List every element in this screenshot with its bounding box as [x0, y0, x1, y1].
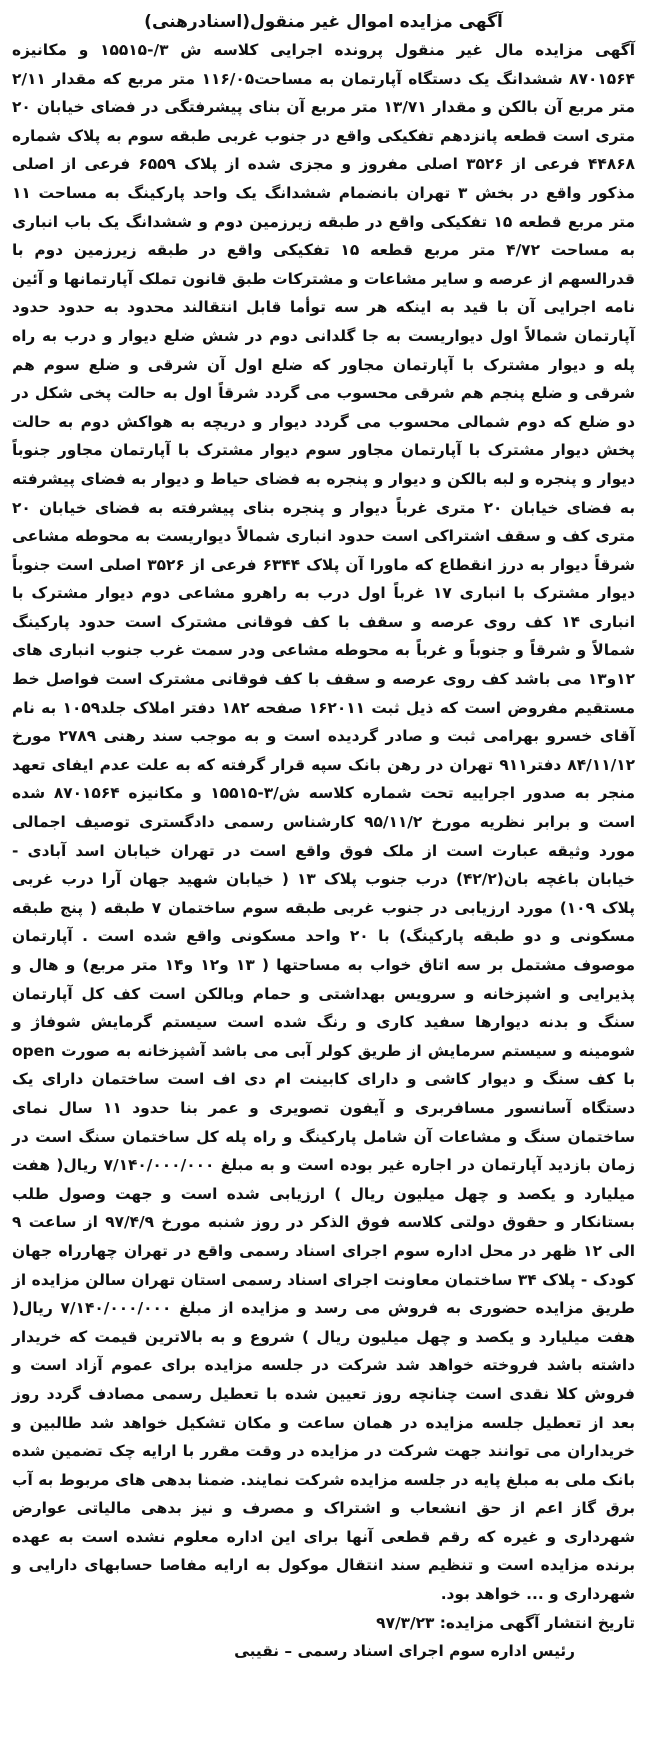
notice-title: آگهی مزایده اموال غیر منقول(اسنادرهنی)	[144, 12, 503, 32]
notice-footer	[12, 1609, 635, 1666]
notice-body: آگهی مزایده مال غیر منقول پرونده اجرایی کلاسه ش ۳/-۱۵۵۱۵ و مکانیزه ۸۷۰۱۵۶۴ ششدانگ یک دستگاه آپارتمان به مساحت۱۱۶/۰۵ متر مربع که مقدار ۲/۱۱ متر مربع آن بالکن و مقدار ۱۳/۷۱ متر مربع آن بنای پیشرفتگی در فضای خیابان ۲۰ متری است قطعه پانزدهم تفکیکی واقع در جنوب غربی طبقه سوم به پلاک شماره ۴۴۸۶۸ فرعی از ۳۵۲۶ اصلی مفروز و مجزی شده از پلاک ۶۵۵۹ فرعی از اصلی مذکور واقع در بخش ۳ تهران بانضمام ششدانگ یک واحد پارکینگ به مساحت ۱۱ متر مربع قطعه ۱۵ تفکیکی واقع در طبقه زیرزمین دوم و ششدانگ یک باب انباری به مساحت ۴/۷۲ متر مربع قطعه ۱۵ تفکیکی واقع در طبقه زیرزمین دوم با قدرالسهم از عرصه و سایر مشاعات و مشترکات طبق قانون تملک آپارتمانها و آئین نامه اجرایی آن با قید به اینکه هر سه توأما قابل انتقالند محدود به حدود حدود آپارتمان شمالاً اول دیواریست به جا گلدانی دوم در شش ضلع دیوار و درب به راه پله و دیوار مشترک با آپارتمان مجاور که ضلع اول آن شرقی و ضلع سوم هم شرقی و ضلع پنجم هم شرقی محسوب می گردد شرقاً اول به حالت پخی شکل در دو ضلع که دوم شمالی محسوب می گردد دیوار و دریچه به هواکش دوم به حالت پخش دیوار مشترک با آپارتمان مجاور سوم دیوار مشترک با آپارتمان مجاور جنوباً دیوار و پنجره و لبه بالکن و دیوار و پنجره به فضای حیاط و دیوار به فضای پیشرفته به فضای خیابان ۲۰ متری غرباً دیوار و پنجره بنای پیشرفته به فضای خیابان ۲۰ متری کف و سقف اشتراکی است حدود انباری شمالاً دیواریست به محوطه مشاعی شرقاً دیوار به درز انقطاع که ماورا آن پلاک ۶۳۴۴ فرعی از ۳۵۲۶ اصلی است جنوباً دیوار مشترک با انباری ۱۷ غرباً اول درب به راهرو مشاعی دوم دیوار مشترک با انباری ۱۴ کف روی عرصه و سقف با کف فوقانی مشترک است حدود پارکینگ شمالاً و شرقاً و جنوباً و غرباً به محوطه مشاعی ودر سمت غرب جنوب انباری های ۱۲و۱۳ می باشد کف روی عرصه و سقف با کف فوقانی مشترک است فواصل خط مستقیم مفروض است که ذیل ثبت ۱۶۲۰۱۱ صفحه ۱۸۲ دفتر املاک جلد۱۰۵۹ به نام آقای خسرو بهرامی ثبت و صادر گردیده است و به موجب سند رهنی ۲۷۸۹ مورخ ۸۴/۱۱/۱۲ دفتر۹۱۱ تهران در رهن بانک سپه قرار گرفته که به علت عدم ایفای تعهد منجر به صدور اجراییه تحت شماره کلاسه ش/۳-۱۵۵۱۵ و مکانیزه ۸۷۰۱۵۶۴ شده است و برابر نظریه مورخ ۹۵/۱۱/۲ کارشناس رسمی دادگستری توصیف اجمالی مورد وثیقه عبارت است از ملک فوق واقع است در تهران خیابان اسد آبادی - خیابان باغچه بان(۴۲/۲) درب جنوب پلاک ۱۳ ( خیابان شهید جهان آرا درب غربی پلاک ۱۰۹) مورد ارزیابی در جنوب غربی طبقه سوم ساختمان ۷ طبقه ( پنج طبقه مسکونی و دو طبقه پارکینگ) با ۲۰ واحد مسکونی واقع شده است . آپارتمان موصوف مشتمل بر سه اتاق خواب به مساحتها ( ۱۳ و۱۲ و۱۴ متر مربع) و هال و پذیرایی و اشپزخانه و سرویس بهداشتی و حمام وبالکن است کف کل آپارتمان سنگ و بدنه دیوارها سفید کاری و رنگ شده است سیستم گرمایش شوفاژ و شومینه و سیستم سرمایش از طریق کولر آبی می باشد آشپزخانه به صورت open با کف سنگ و دیوار کاشی و دارای کابینت ام دی اف است ساختمان دارای یک دستگاه آسانسور مسافربری و آیفون تصویری و عمر بنا حدود ۱۱ سال نمای ساختمان سنگ و مشاعات آن شامل پارکینگ و راه پله کل ساختمان سنگ است در زمان بازدید آپارتمان در اجاره غیر بوده است و به مبلغ ۷/۱۴۰/۰۰۰/۰۰۰ ریال( هفت میلیارد و یکصد و چهل میلیون ریال ) ارزیابی شده است و جهت وصول طلب بستانکار و حقوق دولتی کلاسه فوق الذکر در روز شنبه مورخ ۹۷/۴/۹ از ساعت ۹ الی ۱۲ ظهر در محل اداره سوم اجرای اسناد رسمی واقع در تهران چهارراه جهان کودک - پلاک ۳۴ ساختمان معاونت اجرای اسناد رسمی استان تهران سالن مزایده از طریق مزایده حضوری به فروش می رسد و مزایده از مبلغ ۷/۱۴۰/۰۰۰/۰۰۰ ریال( هفت میلیارد و یکصد و چهل میلیون ریال ) شروع و به بالاترین قیمت که خریدار داشته باشد فروخته خواهد شد شرکت در جلسه مزایده برای عموم آزاد است و فروش کلا نقدی است چنانچه روز تعیین شده با تعطیل رسمی مصادف گردد روز بعد از تعطیل جلسه مزایده در همان ساعت و مکان تشکیل خواهد شد طالبین و خریداران می توانند جهت شرکت در مزایده در وقت مقرر با ارایه چک تضمین شده بانک ملی به مبلغ پایه در جلسه مزایده شرکت نمایند. ضمنا بدهی های مربوط به آب برق گاز اعم از حق انشعاب و اشتراک و مصرف و نیز بدهی مالیاتی عوارض شهرداری و غیره که رقم قطعی آنها برای این اداره معلوم نشده است به عهده برنده مزایده است و تنظیم سند انتقال موکول به ارایه مفاصا حسابهای دارایی و شهرداری و ... خواهد بود.	[12, 41, 636, 1604]
signature-line: رئیس اداره سوم اجرای اسناد رسمی – نقیبی	[234, 1642, 575, 1661]
publication-date: تاریخ انتشار آگهی مزایده: ۹۷/۳/۲۳	[376, 1613, 635, 1632]
